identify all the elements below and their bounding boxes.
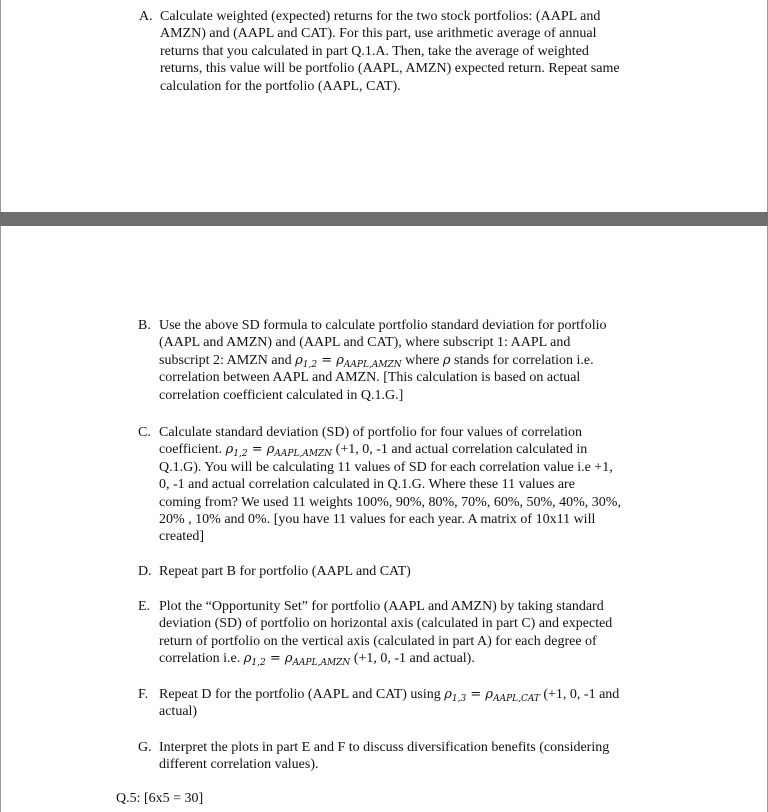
part-c-line-5: coming from? We used 11 weights 100%, 90%, 80%, 70%, 60%, 50%, 40%, 30%, — [159, 494, 621, 510]
part-b-line-2: (AAPL and AMZN) and (AAPL and CAT), where subscript 1: AAPL and — [159, 335, 571, 351]
part-e-line-3: return of portfolio on the vertical axis (calculated in part A) for each degree of — [159, 633, 597, 649]
rho-equation: $\rho_{1,2} = \rho_{AAPL,AMZN}$ — [225, 442, 333, 460]
part-a-line-4: returns, this value will be portfolio (AAPL, AMZN) expected return. Repeat same — [160, 61, 620, 77]
part-f-line-2: actual) — [159, 704, 198, 720]
part-f-letter: F. — [138, 687, 149, 702]
rho-equation: $\rho_{1,3} = \rho_{AAPL,CAT}$ — [444, 687, 540, 704]
part-a-letter: A. — [139, 9, 153, 24]
part-b-line-4: correlation between AAPL and AMZN. [This calculation is based on actual — [159, 370, 581, 386]
part-b-letter: B. — [138, 318, 151, 333]
part-g-letter: G. — [138, 740, 152, 755]
part-a-line-1: Calculate weighted (expected) returns for the two stock portfolios: (AAPL and — [160, 9, 601, 24]
part-b — [138, 317, 668, 404]
part-b-line-3: subscript 2: AMZN and $\rho_{1,2} = \rho_{AAPL,AMZN}$ where ρ stands for correlation i.e. — [159, 352, 594, 370]
part-d-letter: D. — [138, 564, 152, 579]
part-e-line-2: deviation (SD) of portfolio on horizontal axis (calculated in part C) and expected — [159, 616, 613, 632]
question-marks-footer: Q.5: [6x5 = 30] — [116, 791, 204, 806]
part-c-line-2: coefficient. $\rho_{1,2} = \rho_{AAPL,AMZN}$ (+1, 0, -1 and actual correlation calculated in — [159, 442, 588, 460]
part-g-line-1: Interpret the plots in part E and F to discuss diversification benefits (considering — [159, 740, 610, 755]
part-c-letter: C. — [138, 425, 151, 440]
part-b-line-1: Use the above SD formula to calculate portfolio standard deviation for portfolio — [159, 318, 607, 333]
part-b-line-5: correlation coefficient calculated in Q.1.G.] — [159, 387, 404, 403]
part-a-line-3: returns that you calculated in part Q.1.A. Then, take the average of weighted — [160, 43, 589, 59]
part-c-line-4: 0, -1 and actual correlation calculated in Q.1.G. Where these 11 values are — [159, 477, 575, 493]
page-separator — [0, 212, 768, 226]
rho-equation: $\rho_{1,2} = \rho_{AAPL,AMZN}$ — [295, 352, 402, 370]
part-c-line-3: Q.1.G). You will be calculating 11 values of SD for each correlation value i.e +1, — [159, 459, 613, 475]
part-f-line-1: Repeat D for the portfolio (AAPL and CAT) using $\rho_{1,3} = \rho_{AAPL,CAT}$ (+1, 0, -1 and — [159, 687, 620, 704]
part-e-line-4: correlation i.e. $\rho_{1,2} = \rho_{AAPL,AMZN}$ (+1, 0, -1 and actual). — [159, 651, 475, 669]
part-g-line-2: different correlation values). — [159, 757, 319, 773]
part-c-line-1: Calculate standard deviation (SD) of portfolio for four values of correlation — [159, 425, 582, 440]
part-f — [138, 686, 668, 721]
part-c-line-6: 20% , 10% and 0%. [you have 11 values for each year. A matrix of 10x11 will — [159, 512, 596, 528]
part-e-line-1: Plot the “Opportunity Set” for portfolio (AAPL and AMZN) by taking standard — [159, 599, 604, 614]
part-d — [138, 563, 668, 580]
part-a-line-2: AMZN) and (AAPL and CAT). For this part, use arithmetic average of annual — [160, 26, 597, 42]
part-e — [138, 598, 668, 668]
part-a — [139, 8, 669, 95]
part-c-line-7: created] — [159, 529, 205, 545]
part-g — [138, 739, 668, 774]
part-a-line-5: calculation for the portfolio (AAPL, CAT). — [160, 78, 401, 94]
page-top — [0, 0, 768, 212]
part-d-line-1: Repeat part B for portfolio (AAPL and CAT) — [159, 564, 411, 579]
part-c — [138, 424, 668, 546]
rho-equation: $\rho_{1,2} = \rho_{AAPL,AMZN}$ — [243, 651, 351, 669]
part-e-letter: E. — [138, 599, 151, 614]
